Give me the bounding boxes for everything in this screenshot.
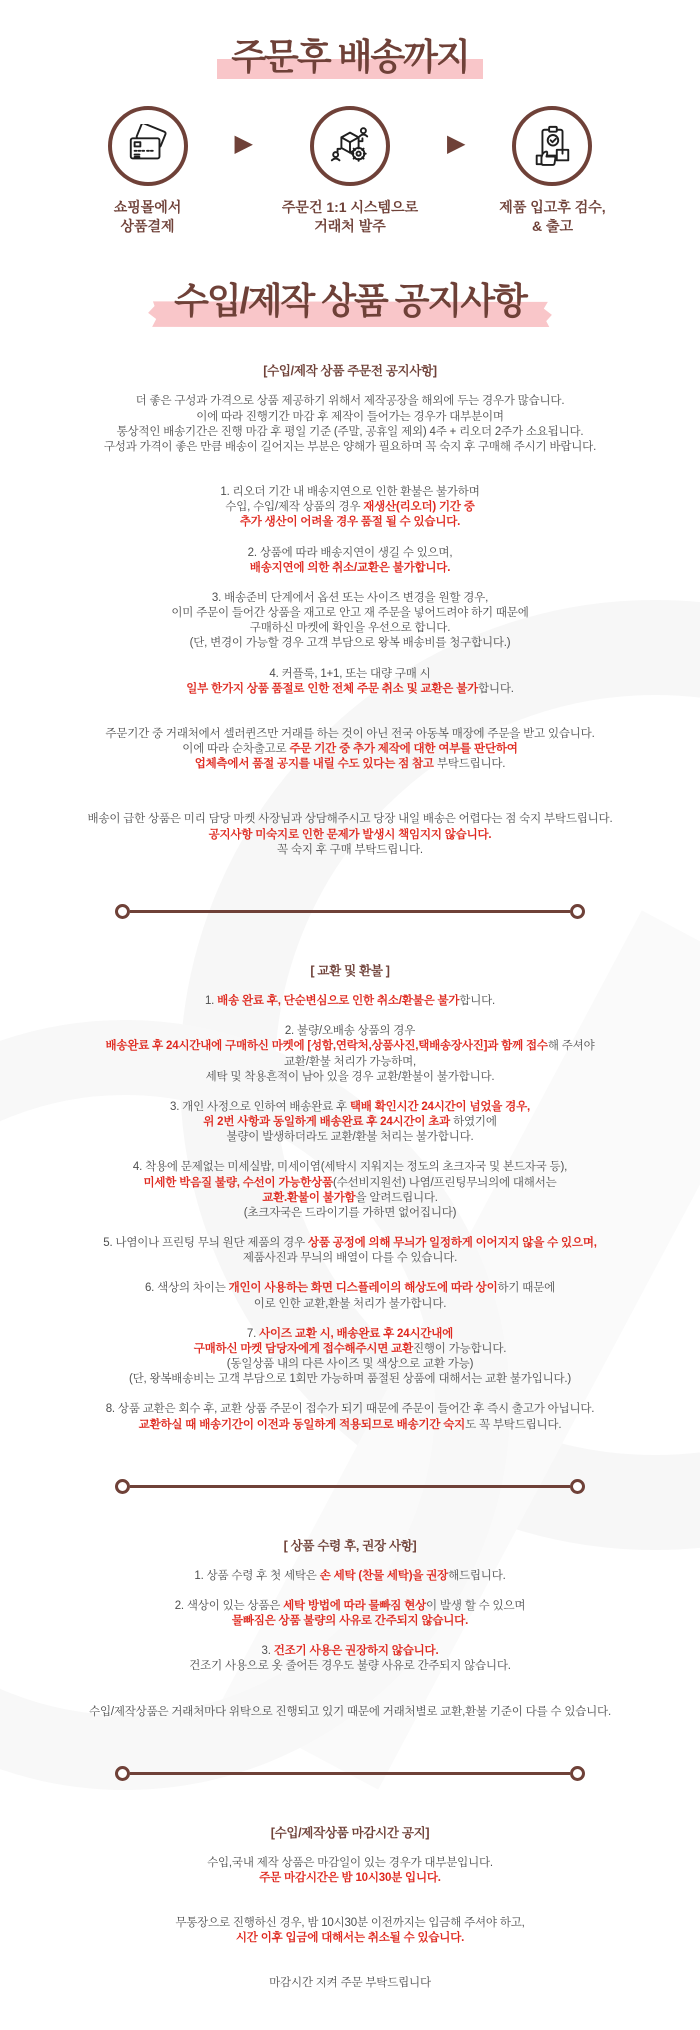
notice-line [20, 1372, 680, 1387]
notice-paragraph [20, 394, 680, 455]
step-label [499, 198, 605, 236]
notice-text: 하기 때문에 [497, 1282, 556, 1295]
notice-text: 합니다. [459, 994, 496, 1007]
step-order-system [255, 106, 445, 236]
notice-line [20, 727, 680, 742]
notice-line [20, 1281, 680, 1296]
arrow-right-icon: ▶ [234, 129, 253, 157]
notice-paragraph [20, 812, 680, 858]
divider-dot [570, 1479, 585, 1494]
notice-line [20, 485, 680, 500]
section-header: [ 교환 및 환불 ] [310, 963, 390, 978]
notice-line [20, 1191, 680, 1206]
divider-dot [570, 1766, 585, 1781]
notice-text-emphasis: 구매하신 마켓 담당자에게 접수해주시면 교환 [193, 1342, 413, 1355]
notice-text-emphasis: 세탁 방법에 따라 물빠짐 현상 [283, 1599, 427, 1612]
notice-text-emphasis: 추가 생산이 어려울 경우 품절 될 수 있습니다. [239, 516, 461, 529]
notice-text-emphasis: 업체측에서 품절 공지를 내릴 수도 있다는 점 참고 [194, 758, 434, 771]
notice-text: 이 발생 할 수 있으며 [426, 1599, 526, 1612]
notice-text-emphasis: 교환하실 때 배송기간이 이전과 동일하게 적용되므로 배송기간 숙지 [138, 1418, 466, 1431]
notice-text: 7. [246, 1327, 260, 1340]
order-system-icon [310, 106, 390, 186]
notice-line [20, 1024, 680, 1039]
step-label-line: 쇼핑몰에서 [113, 198, 182, 215]
notice-text: 8. 상품 교환은 회수 후, 교환 상품 주문이 접수가 되기 때문에 주문이 들어간 후 즉시 출고가 아닙니다. [105, 1403, 595, 1416]
notice-text: 4. 착용에 문제없는 미세실밥, 미세이염(세탁시 지워지는 정도의 초크자국 및 본드자국 등), [132, 1161, 568, 1174]
section-header: [수입/제작 상품 주문전 공지사항] [263, 364, 437, 379]
notice-text: 을 알려드립니다. [355, 1191, 438, 1204]
notice-paragraph [20, 667, 680, 697]
shipping-process-title [0, 38, 700, 76]
notice-text: 교환/환불 처리가 가능하며, [284, 1055, 416, 1068]
notice-text-emphasis: 공지사항 미숙지로 인한 문제가 발생시 책임지지 않습니다. [208, 828, 492, 841]
step-label [282, 198, 418, 236]
notice-line [20, 828, 680, 843]
divider-line [130, 910, 570, 913]
notice-text: 해 주셔야 [547, 1040, 595, 1053]
notice-text: (단, 왕복배송비는 고객 부담으로 1회만 가능하며 품절된 상품에 대해서는 교환 불가입니다.) [128, 1373, 572, 1386]
notice-text: 무통장으로 진행하신 경우, 밤 10시30분 이전까지는 입금해 주셔야 하고, [175, 1917, 525, 1930]
notice-line [20, 994, 680, 1009]
divider-dot [570, 904, 585, 919]
notice-line [20, 1342, 680, 1357]
notice-line [20, 1115, 680, 1130]
notice-line [20, 1705, 680, 1720]
notice-paragraph [20, 1236, 680, 1266]
notice-text: 2. 불량/오배송 상품의 경우 [284, 1025, 416, 1038]
arrow-right-icon: ▶ [447, 129, 466, 157]
notice-text: 3. 개인 사정으로 인하여 배송완료 후 [170, 1100, 350, 1113]
notice-text: 배송이 급한 상품은 미리 담당 마켓 사장님과 상담해주시고 당장 내일 배송은 어렵다는 점 숙지 부탁드립니다. [87, 813, 613, 826]
notice-text: 이로 인한 교환,환불 처리가 불가합니다. [253, 1297, 447, 1310]
shipping-process-title-text: 주문후 배송까지 [231, 36, 469, 77]
notice-text: (초크자국은 드라이기를 가하면 없어집니다) [243, 1206, 457, 1219]
notice-line [20, 1916, 680, 1931]
notice-text-emphasis: 재생산(리오더) 기간 중 [363, 501, 475, 514]
notice-line [20, 621, 680, 636]
notice-line [20, 1130, 680, 1145]
notice-line [20, 1055, 680, 1070]
notice-text: 6. 색상의 차이는 [144, 1282, 229, 1295]
notice-text: 합니다. [478, 682, 514, 695]
notice-text: 제품사진과 무늬의 배열이 다를 수 있습니다. [242, 1252, 458, 1265]
notice-line [20, 812, 680, 827]
notice-line [20, 1599, 680, 1614]
notice-text-emphasis: 일부 한가지 상품 품절로 인한 전체 주문 취소 및 교환은 불가 [186, 682, 479, 695]
notice-text-emphasis: 건조기 사용은 권장하지 않습니다. [273, 1645, 439, 1658]
notice-text-emphasis: 배송 완료 후, 단순변심으로 인한 취소/환불은 불가 [217, 994, 460, 1007]
notice-text-emphasis: 교환.환불이 불가함 [262, 1191, 356, 1204]
notice-paragraph [20, 1976, 680, 1991]
notice-text: (수선비지원선) 나염/프린팅무늬의에 대해서는 [333, 1176, 557, 1189]
notice-paragraph [20, 1916, 680, 1946]
notice-line [20, 425, 680, 440]
notice-title-text: 수입/제작 상품 공지사항 [174, 279, 526, 321]
notice-text: (동일상품 내의 다른 사이즈 및 색상으로 교환 가능) [226, 1358, 474, 1371]
notice-line [20, 1039, 680, 1054]
notice-line [20, 843, 680, 858]
notice-text: 하였기에 [450, 1116, 497, 1129]
notice-text-emphasis: 상품 공정에 의해 무늬가 일정하게 이어지지 않을 수 있으며, [307, 1237, 597, 1250]
notice-text-emphasis: 배송지연에 의한 취소/교환은 불가합니다. [249, 561, 451, 574]
step-label [114, 198, 182, 236]
notice-paragraph [20, 727, 680, 773]
notice-paragraph [20, 1402, 680, 1432]
notice-line [20, 1614, 680, 1629]
notice-line [20, 667, 680, 682]
notice-line [20, 561, 680, 576]
notice-line [20, 591, 680, 606]
notice-line [20, 1327, 680, 1342]
notice-text: 더 좋은 구성과 가격으로 상품 제공하기 위해서 제작공장을 해외에 두는 경우가 많습니다. [135, 395, 565, 408]
notice-sections [20, 361, 680, 1991]
notice-text: 구매하신 마켓에 확인을 우선으로 합니다. [249, 622, 451, 635]
notice-text: 4. 커플룩, 1+1, 또는 대량 구매 시 [269, 667, 431, 680]
notice-text-emphasis: 배송완료 후 24시간내에 구매하신 마켓에 [성함,연락처,상품사진,택배송장사진]과 함께 접수 [105, 1040, 548, 1053]
divider-dot [115, 904, 130, 919]
notice-text: 주문기간 중 거래처에서 셀러퀸즈만 거래를 하는 것이 아닌 전국 아동복 매장에 주문을 받고 있습니다. [105, 727, 595, 740]
notice-line [20, 1931, 680, 1946]
notice-text: 세탁 및 착용흔적이 남아 있을 경우 교환/환불이 불가합니다. [205, 1070, 495, 1083]
notice-text-emphasis: 주문 마감시간은 밤 10시30분 입니다. [259, 1871, 441, 1884]
notice-title [0, 279, 700, 321]
notice-line [20, 410, 680, 425]
section-header: [ 상품 수령 후, 권장 사항] [283, 1538, 417, 1553]
notice-line [20, 636, 680, 651]
notice-line [20, 1100, 680, 1115]
notice-text-emphasis: 위 2번 사항과 동일하게 배송완료 후 24시간이 초과 [203, 1116, 451, 1129]
notice-line [20, 1644, 680, 1659]
notice-paragraph [20, 1327, 680, 1388]
step-label-line: 거래처 발주 [314, 217, 386, 234]
notice-line [20, 1856, 680, 1871]
notice-line [20, 1418, 680, 1433]
notice-line [20, 1251, 680, 1266]
divider-line [130, 1772, 570, 1775]
notice-text: 도 꼭 부탁드립니다. [465, 1418, 562, 1431]
notice-line [20, 546, 680, 561]
notice-line [20, 1070, 680, 1085]
notice-line [20, 742, 680, 757]
notice-line [20, 1176, 680, 1191]
notice-text: 수입,국내 제작 상품은 마감일이 있는 경우가 대부분입니다. [207, 1856, 493, 1869]
divider-dot [115, 1766, 130, 1781]
order-process-steps [0, 106, 700, 236]
notice-text: 해드립니다. [448, 1569, 506, 1582]
notice-paragraph [20, 485, 680, 531]
notice-text-emphasis: 손 세탁 (찬물 세탁)을 권장 [319, 1569, 449, 1582]
step-label-line: 상품결제 [120, 217, 175, 234]
notice-text: 2. 색상이 있는 상품은 [174, 1599, 284, 1612]
notice-text-emphasis: 미세한 박음질 불량, 수선이 가능한상품 [143, 1176, 333, 1189]
notice-text-emphasis: 주문 기간 중 추가 제작에 대한 여부를 판단하여 [289, 743, 518, 756]
notice-paragraph [20, 1569, 680, 1584]
notice-text: 5. 나염이나 프린팅 무늬 원단 제품의 경우 [103, 1237, 308, 1250]
notice-line [20, 1569, 680, 1584]
notice-text: 구성과 가격이 좋은 만큼 배송이 길어지는 부분은 양해가 필요하며 꼭 숙지 후 구매해 주시기 바랍니다. [103, 440, 597, 453]
inspect-ship-icon [512, 106, 592, 186]
notice-text-emphasis: 물빠짐은 상품 불량의 사유로 간주되지 않습니다. [231, 1615, 469, 1628]
notice-text: 3. 배송준비 단계에서 옵션 또는 사이즈 변경을 원할 경우, [211, 591, 489, 604]
notice-text-emphasis: 사이즈 교환 시, 배송완료 후 24시간내에 [259, 1327, 454, 1340]
step-label-line: 제품 입고후 검수, [499, 198, 606, 215]
notice-line [20, 1357, 680, 1372]
notice-line [20, 1297, 680, 1312]
step-label-line: & 출고 [531, 217, 573, 234]
notice-line [20, 606, 680, 621]
notice-line [20, 500, 680, 515]
section-header: [수입/제작상품 마감시간 공지] [270, 1825, 430, 1840]
notice-text: (단, 변경이 가능할 경우 고객 부담으로 왕복 배송비를 청구합니다.) [189, 637, 511, 650]
notice-line [20, 440, 680, 455]
credit-card-icon [108, 106, 188, 186]
notice-text: 이미 주문이 들어간 상품을 재고로 안고 재 주문을 넣어드려야 하기 때문에 [171, 607, 529, 620]
notice-text: 불량이 발생하더라도 교환/환불 처리는 불가합니다. [226, 1131, 474, 1144]
notice-text: 꼭 숙지 후 구매 부탁드립니다. [277, 843, 423, 856]
notice-text-emphasis: 개인이 사용하는 화면 디스플레이의 해상도에 따라 상이 [228, 1282, 498, 1295]
notice-paragraph [20, 1599, 680, 1629]
step-payment [63, 106, 233, 236]
notice-text: 1. 상품 수령 후 첫 세탁은 [194, 1569, 320, 1582]
notice-text: 3. [261, 1645, 274, 1658]
notice-paragraph [20, 1024, 680, 1085]
notice-line [20, 1871, 680, 1886]
notice-paragraph [20, 1100, 680, 1146]
notice-text-emphasis: 택배 확인시간 24시간이 넘었을 경우, [349, 1100, 530, 1113]
notice-text: 수입/제작상품은 거래처마다 위탁으로 진행되고 있기 때문에 거래처별로 교환,환불 기준이 다를 수 있습니다. [89, 1705, 611, 1718]
notice-text: 통상적인 배송기간은 진행 마감 후 평일 기준 (주말, 공휴일 제외) 4주 + 리오더 2주가 소요됩니다. [116, 425, 584, 438]
notice-line [20, 757, 680, 772]
notice-paragraph [20, 1705, 680, 1720]
notice-line [20, 1236, 680, 1251]
notice-line [20, 394, 680, 409]
notice-text: 마감시간 지켜 주문 부탁드립니다 [269, 1977, 431, 1990]
notice-line [20, 1976, 680, 1991]
divider-line [130, 1485, 570, 1488]
notice-paragraph [20, 994, 680, 1009]
notice-text: 건조기 사용으로 옷 줄어든 경우도 불량 사유로 간주되지 않습니다. [189, 1660, 511, 1673]
notice-line [20, 1402, 680, 1417]
notice-paragraph [20, 1856, 680, 1886]
section-divider [115, 1479, 585, 1494]
notice-line [20, 1206, 680, 1221]
step-inspection-shipping [467, 106, 637, 236]
notice-paragraph [20, 591, 680, 652]
notice-text: 이에 따라 진행기간 마감 후 제작이 들어가는 경우가 대부분이며 [196, 410, 504, 423]
notice-line [20, 1160, 680, 1175]
notice-line [20, 515, 680, 530]
notice-paragraph [20, 1644, 680, 1674]
notice-text: 수입, 수입/제작 상품의 경우 [225, 501, 364, 514]
notice-text-emphasis: 시간 이후 입금에 대해서는 취소될 수 있습니다. [235, 1932, 465, 1945]
notice-text: 1. 리오더 기간 내 배송지연으로 인한 환불은 불가하며 [220, 486, 480, 499]
notice-line [20, 682, 680, 697]
section-divider [115, 904, 585, 919]
notice-line [20, 1659, 680, 1674]
notice-text: 이에 따라 순차출고로 [182, 743, 290, 756]
notice-text: 진행이 가능합니다. [412, 1342, 507, 1355]
notice-paragraph [20, 546, 680, 576]
notice-text: 1. [204, 994, 218, 1007]
notice-paragraph [20, 1160, 680, 1221]
notice-text: 부탁드립니다. [433, 758, 506, 771]
notice-text: 2. 상품에 따라 배송지연이 생길 수 있으며, [247, 546, 453, 559]
step-label-line: 주문건 1:1 시스템으로 [281, 198, 419, 215]
divider-dot [115, 1479, 130, 1494]
section-divider [115, 1766, 585, 1781]
notice-paragraph [20, 1281, 680, 1311]
